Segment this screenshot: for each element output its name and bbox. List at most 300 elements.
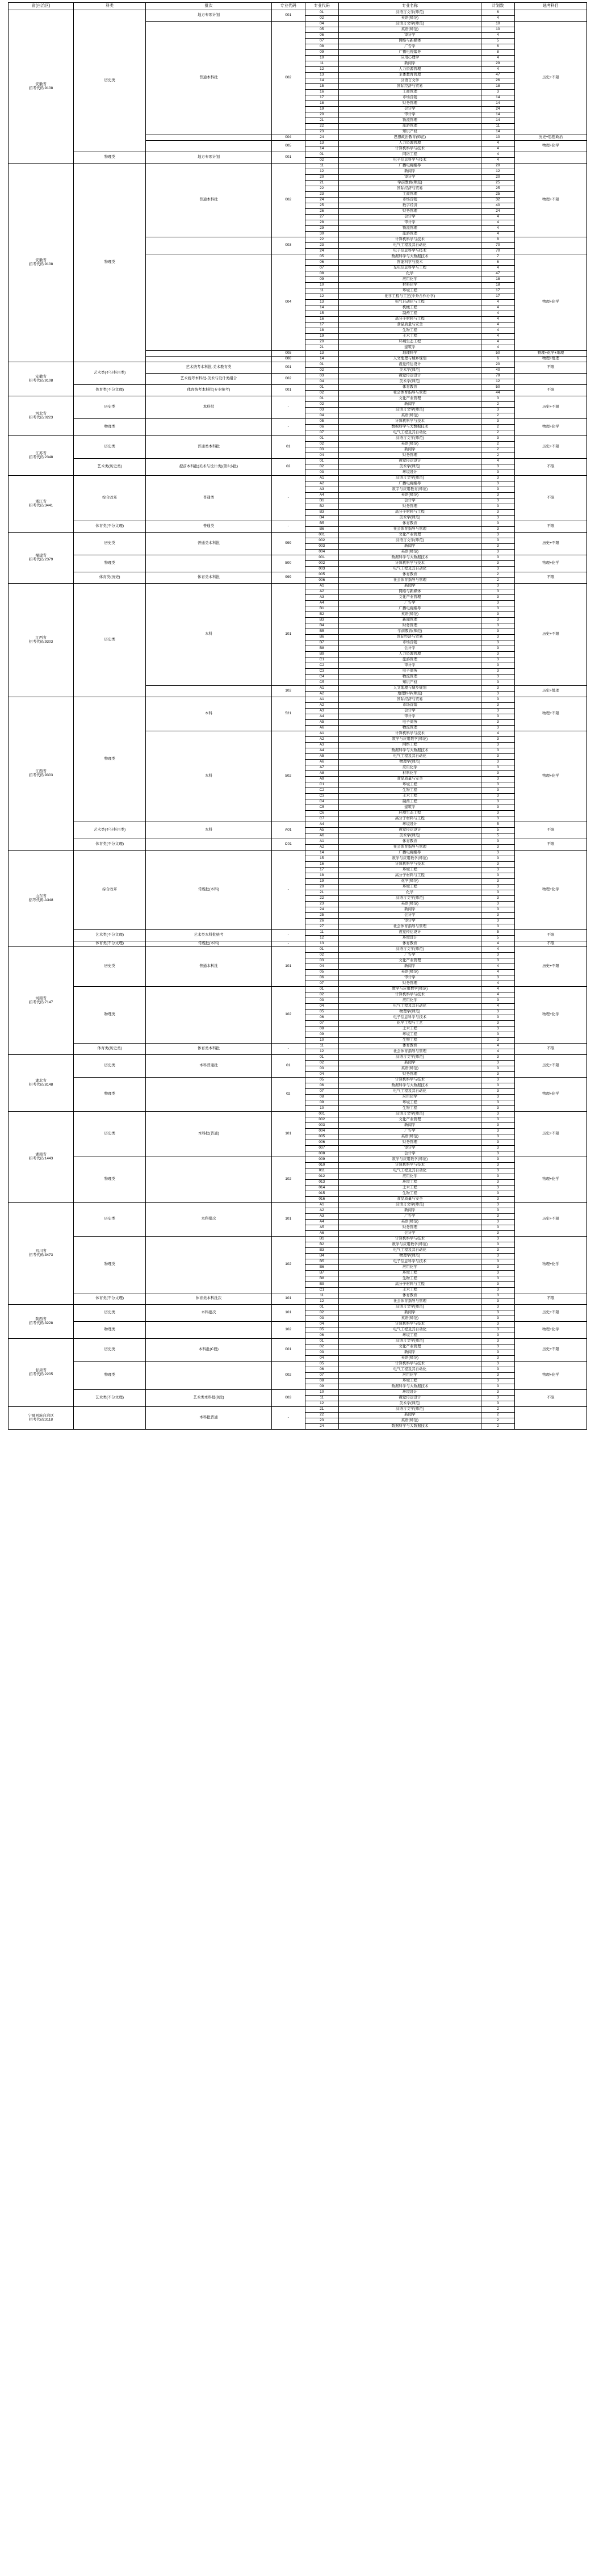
subject-cell: 艺术类(不分文理)	[74, 930, 146, 941]
major-name-cell: 网络与新媒体	[338, 39, 481, 44]
plan-count-cell: 3	[481, 953, 514, 958]
major-code-cell: 003	[305, 567, 338, 572]
plan-count-cell: 3	[481, 714, 514, 720]
major-name-cell: 审计学	[338, 220, 481, 226]
batch-cell	[146, 1362, 272, 1390]
major-name-cell: 知识产权	[338, 129, 481, 135]
major-code-cell: 19	[305, 107, 338, 112]
plan-count-cell: 3	[481, 499, 514, 504]
plan-count-cell: 3	[481, 760, 514, 765]
major-code-cell: 01	[305, 1339, 338, 1344]
batch-cell: 体育统考本科批(专业统考)	[146, 385, 272, 396]
major-name-cell: 电气工程及其自动化	[338, 1367, 481, 1373]
major-code-cell: 005	[305, 1134, 338, 1140]
major-name-cell: 新闻学	[338, 584, 481, 589]
major-code-cell: 20	[305, 885, 338, 890]
batch-cell: 体育类本科批	[146, 1044, 272, 1055]
subject-requirement-cell: 历史+不限	[514, 22, 586, 135]
major-name-cell: 工商管理	[338, 192, 481, 198]
major-code-cell: 01	[305, 436, 338, 442]
major-name-cell: 环境工程	[338, 1379, 481, 1384]
major-code-cell: B9	[305, 652, 338, 657]
subject-requirement-cell: 历史+不限	[514, 533, 586, 555]
batch-cell: 地方专项计划	[146, 152, 272, 164]
group-code-cell: 001	[271, 10, 305, 22]
plan-count-cell: 18	[481, 283, 514, 288]
plan-count-cell: 6	[481, 10, 514, 16]
major-name-cell: 电气工程及其自动化	[338, 754, 481, 760]
plan-count-cell: 3	[481, 601, 514, 606]
province-name: 河南省	[35, 996, 47, 1000]
major-name-cell: 汉语言文学(师范)	[338, 896, 481, 902]
major-name-cell: 市场营销	[338, 703, 481, 709]
major-name-cell: 环境工程	[338, 1333, 481, 1339]
major-name-cell: 英语(师范)	[338, 1220, 481, 1225]
major-name-cell: 学前教育(师范)	[338, 181, 481, 186]
major-name-cell: 会计学	[338, 913, 481, 919]
province-plan-code: 招考代码:3473	[28, 1253, 53, 1257]
plan-count-cell: 3	[481, 1401, 514, 1407]
major-name-cell: 物流管理	[338, 726, 481, 731]
major-name-cell: 主体教育管理	[338, 73, 481, 78]
plan-count-cell: 4	[481, 970, 514, 975]
subject-requirement-cell: 物理+化学	[514, 1362, 586, 1390]
major-code-cell: 04	[305, 22, 338, 27]
major-name-cell: 审计学	[338, 175, 481, 181]
major-name-cell: 市场营销	[338, 198, 481, 203]
table-row	[9, 419, 587, 425]
batch-cell: 本科	[146, 822, 272, 839]
group-code-cell: 101	[271, 1203, 305, 1237]
major-code-cell: 07	[305, 1373, 338, 1379]
major-code-cell: 01	[305, 152, 338, 158]
plan-count-cell: 3	[481, 1344, 514, 1350]
plan-count-cell: 79	[481, 374, 514, 379]
subject-requirement-cell: 历史+不限	[514, 1112, 586, 1157]
major-name-cell: 电子信息科学与技术	[338, 249, 481, 254]
major-code-cell: 03	[305, 470, 338, 476]
province-name: 安徽省	[35, 82, 47, 86]
plan-count-cell: 40	[481, 203, 514, 209]
major-code-cell: A8	[305, 771, 338, 777]
major-name-cell: 计算机科学与技术	[338, 1237, 481, 1242]
major-name-cell: 财务管理	[338, 504, 481, 510]
plan-count-cell: 12	[481, 379, 514, 385]
major-code-cell: 17	[305, 95, 338, 101]
major-name-cell: 文化产业管理	[338, 1117, 481, 1123]
major-code-cell: 21	[305, 118, 338, 124]
plan-count-cell: 50	[481, 385, 514, 391]
plan-count-cell: 2	[481, 447, 514, 453]
table-row	[9, 1044, 587, 1049]
major-name-cell: 社会体育指导与管理	[338, 527, 481, 533]
plan-count-cell: 4	[481, 152, 514, 158]
major-name-cell: 计算机科学与技术	[338, 992, 481, 998]
major-name-cell: 旅游管理	[338, 124, 481, 129]
major-code-cell: 09	[305, 1032, 338, 1038]
province-plan-code: 招考代码:9303	[28, 639, 53, 644]
group-code-cell: 002	[271, 22, 305, 135]
major-name-cell: 广播电视编导	[338, 164, 481, 169]
major-code-cell: 14	[305, 357, 338, 362]
major-name-cell: 数学与应用数学(师范)	[338, 856, 481, 862]
plan-count-cell: 3	[481, 1316, 514, 1322]
plan-count-cell: 3	[481, 975, 514, 981]
plan-count-cell: 3	[481, 663, 514, 669]
major-code-cell: 11	[305, 1293, 338, 1299]
table-row	[9, 572, 587, 578]
major-code-cell: 24	[305, 198, 338, 203]
major-name-cell: 物流管理	[338, 118, 481, 124]
group-code-cell: 102	[271, 1157, 305, 1203]
province-plan-code: 招考代码:3228	[28, 1321, 53, 1325]
batch-cell	[146, 1078, 272, 1112]
major-code-cell: A4	[305, 822, 338, 828]
major-name-cell: 生物工程	[338, 1038, 481, 1044]
major-code-cell: 06	[305, 1333, 338, 1339]
major-name-cell: 土木工程	[338, 334, 481, 340]
table-row	[9, 1305, 587, 1310]
group-code-cell: 005	[271, 141, 305, 152]
subject-cell: 历史类	[74, 396, 146, 419]
plan-count-cell: 3	[481, 1157, 514, 1163]
major-name-cell: 财务管理	[338, 1140, 481, 1146]
major-code-cell: A3	[305, 487, 338, 493]
major-name-cell: 高分子材料与工程	[338, 816, 481, 822]
province-cell	[9, 1203, 74, 1305]
major-name-cell: 电气工程及其自动化	[338, 430, 481, 436]
major-code-cell: 01	[305, 385, 338, 391]
major-name-cell: 土木工程	[338, 1027, 481, 1032]
subject-cell: 艺术类(不分科目类)	[74, 362, 146, 385]
major-name-cell: 新闻学	[338, 544, 481, 550]
major-name-cell: 机械工程	[338, 305, 481, 311]
major-name-cell: 制药工程	[338, 799, 481, 805]
table-row	[9, 1203, 587, 1208]
col-group-code: 专业代码	[271, 3, 305, 10]
group-code-cell: -	[271, 941, 305, 947]
plan-count-cell: 6	[481, 44, 514, 50]
plan-count-cell: 3	[481, 811, 514, 816]
major-name-cell: 计算机科学与技术	[338, 731, 481, 737]
plan-count-cell: 3	[481, 1032, 514, 1038]
major-name-cell: 电气工程及其自动化	[338, 567, 481, 572]
plan-count-cell: 3	[481, 464, 514, 470]
plan-count-cell: 3	[481, 1288, 514, 1293]
major-name-cell: 计算机科学与技术	[338, 561, 481, 567]
major-name-cell: 电气自动化与工程	[338, 300, 481, 305]
major-code-cell: 22	[305, 237, 338, 243]
table-row	[9, 476, 587, 481]
subject-cell: 体育类(不分文理)	[74, 385, 146, 396]
plan-count-cell: 50	[481, 351, 514, 357]
province-name: 山东省	[35, 894, 47, 898]
major-code-cell: B9	[305, 1282, 338, 1288]
major-code-cell: 05	[305, 254, 338, 260]
plan-count-cell: 3	[481, 408, 514, 413]
plan-count-cell: 70	[481, 243, 514, 249]
subject-cell: 物理类	[74, 987, 146, 1044]
plan-count-cell: 18	[481, 84, 514, 90]
plan-count-cell: 4	[481, 305, 514, 311]
major-code-cell: 21	[305, 890, 338, 896]
major-name-cell: 计算机科学与技术	[338, 1362, 481, 1367]
major-code-cell: 007	[305, 1146, 338, 1151]
major-code-cell: A2	[305, 737, 338, 743]
major-code-cell: A4	[305, 748, 338, 754]
major-name-cell: 电气工程及其自动化	[338, 1089, 481, 1095]
subject-requirement-cell: 历史+地理	[514, 686, 586, 697]
plan-count-cell: 3	[481, 1203, 514, 1208]
province-cell	[9, 533, 74, 584]
major-code-cell: 07	[305, 266, 338, 271]
major-code-cell: 009	[305, 1157, 338, 1163]
major-name-cell: 汉语言文学(师范)	[338, 1305, 481, 1310]
subject-cell: 历史类	[74, 584, 146, 697]
plan-count-cell: 3	[481, 709, 514, 714]
major-code-cell: 06	[305, 33, 338, 39]
major-code-cell: 15	[305, 311, 338, 317]
group-code-cell: -	[271, 851, 305, 930]
plan-count-cell: 3	[481, 629, 514, 635]
major-code-cell: C6	[305, 811, 338, 816]
plan-count-cell: 3	[481, 1276, 514, 1282]
major-code-cell: B3	[305, 510, 338, 516]
major-name-cell: 计算机科学与技术	[338, 1163, 481, 1168]
plan-count-cell: 3	[481, 1055, 514, 1061]
plan-count-cell: 3	[481, 686, 514, 692]
major-name-cell: 生物工程	[338, 788, 481, 794]
plan-count-cell: 3	[481, 1078, 514, 1083]
major-code-cell: 01	[305, 396, 338, 402]
plan-count-cell: 4	[481, 158, 514, 164]
major-code-cell: 03	[305, 374, 338, 379]
plan-count-cell: 3	[481, 1305, 514, 1310]
major-name-cell: 会计学	[338, 499, 481, 504]
col-subject-requirement: 选考科目	[514, 3, 586, 10]
major-name-cell: 工商管理	[338, 90, 481, 95]
major-name-cell: 物流管理	[338, 226, 481, 232]
province-cell	[9, 697, 74, 851]
major-name-cell: 计算机科学与技术	[338, 146, 481, 152]
major-code-cell: 27	[305, 924, 338, 930]
major-name-cell: 英语(师范)	[338, 970, 481, 975]
group-code-cell: 502	[271, 731, 305, 822]
plan-count-cell: 3	[481, 1151, 514, 1157]
plan-count-cell: 3	[481, 1191, 514, 1197]
plan-count-cell: 3	[481, 845, 514, 851]
major-name-cell: 视觉传达设计	[338, 374, 481, 379]
plan-count-cell: 4	[481, 340, 514, 345]
major-code-cell: 13	[305, 141, 338, 146]
subject-cell: 体育类(不分文理)	[74, 941, 146, 947]
major-name-cell: 英语(师范)	[338, 442, 481, 447]
major-code-cell: C1	[305, 1288, 338, 1293]
plan-count-cell: 4	[481, 146, 514, 152]
major-name-cell: 汉语言文学(师范)	[338, 1407, 481, 1413]
plan-count-cell: 2	[481, 402, 514, 408]
major-code-cell: 24	[305, 1424, 338, 1430]
subject-cell: 物理类	[74, 419, 146, 436]
table-row	[9, 947, 587, 953]
major-name-cell: 广告学	[338, 953, 481, 958]
major-code-cell: B5	[305, 521, 338, 527]
batch-cell	[146, 555, 272, 572]
major-name-cell: 国际经济与贸易	[338, 186, 481, 192]
plan-count-cell: 4	[481, 311, 514, 317]
major-name-cell: 汉语言文学(师范)	[338, 1055, 481, 1061]
major-code-cell: 20	[305, 340, 338, 345]
major-code-cell: 14	[305, 305, 338, 311]
table-row	[9, 521, 587, 527]
major-code-cell: 09	[305, 50, 338, 56]
major-code-cell: 016	[305, 1197, 338, 1203]
group-code-cell: 006	[271, 357, 305, 362]
major-name-cell: 体育教育	[338, 1044, 481, 1049]
major-name-cell: 英语(师范)	[338, 16, 481, 22]
batch-cell: 艺术统考本科批-美术教育类	[146, 362, 272, 374]
major-code-cell: 12	[305, 169, 338, 175]
plan-count-cell: 10	[481, 135, 514, 141]
batch-cell: 体育类本科批次	[146, 1293, 272, 1305]
major-name-cell: 新闻学	[338, 447, 481, 453]
group-code-cell: 102	[271, 1237, 305, 1293]
major-code-cell: 14	[305, 146, 338, 152]
major-name-cell: 数据科学与大数据技术	[338, 425, 481, 430]
plan-count-cell: 3	[481, 1163, 514, 1168]
major-name-cell: 环境设计	[338, 470, 481, 476]
plan-count-cell: 3	[481, 873, 514, 879]
major-code-cell: 01	[305, 987, 338, 992]
plan-count-cell: 3	[481, 913, 514, 919]
major-name-cell: 广播电视编导	[338, 481, 481, 487]
plan-count-cell: 3	[481, 584, 514, 589]
major-code-cell: 05	[305, 419, 338, 425]
plan-count-cell: 24	[481, 107, 514, 112]
major-name-cell: 应用心理学	[338, 56, 481, 61]
batch-cell	[146, 686, 272, 697]
province-name: 江苏省	[35, 451, 47, 455]
major-name-cell: 网络工程	[338, 152, 481, 158]
plan-count-cell: 3	[481, 635, 514, 640]
plan-count-cell: 2	[481, 572, 514, 578]
major-code-cell: 03	[305, 447, 338, 453]
major-name-cell: 英语(师范)	[338, 493, 481, 499]
plan-count-cell: 4	[481, 328, 514, 334]
plan-count-cell: 4	[481, 317, 514, 322]
major-code-cell: 16	[305, 90, 338, 95]
plan-count-cell: 14	[481, 101, 514, 107]
major-code-cell: 01	[305, 10, 338, 16]
plan-count-cell: 40	[481, 368, 514, 374]
plan-count-cell: 3	[481, 516, 514, 521]
subject-requirement-cell	[514, 152, 586, 164]
major-code-cell: 18	[305, 873, 338, 879]
major-code-cell: 01	[305, 459, 338, 464]
major-code-cell: 02	[305, 953, 338, 958]
plan-count-cell: 3	[481, 1384, 514, 1390]
major-name-cell: 化学	[338, 890, 481, 896]
plan-count-cell: 3	[481, 606, 514, 612]
group-code-cell: 500	[271, 555, 305, 572]
batch-cell: 本科	[146, 731, 272, 822]
major-code-cell: C7	[305, 816, 338, 822]
major-name-cell: 食品质量与安全	[338, 777, 481, 782]
major-code-cell: 28	[305, 220, 338, 226]
major-name-cell: 电气工程及其自动化	[338, 1248, 481, 1254]
major-code-cell: 03	[305, 1066, 338, 1072]
major-name-cell: 化学工程与工艺	[338, 1021, 481, 1027]
subject-requirement-cell: 历史+不限	[514, 1055, 586, 1078]
subject-requirement-cell: 不限	[514, 385, 586, 396]
subject-cell: 物理类	[74, 1078, 146, 1112]
province-cell	[9, 1407, 74, 1430]
plan-count-cell: 3	[481, 1322, 514, 1327]
plan-count-cell: 3	[481, 907, 514, 913]
group-code-cell: 02	[271, 459, 305, 476]
major-code-cell: 23	[305, 192, 338, 198]
subject-cell: 历史类	[74, 10, 146, 152]
major-code-cell: 001	[305, 1112, 338, 1117]
province-cell	[9, 584, 74, 697]
subject-requirement-cell: 物理+化学	[514, 555, 586, 572]
major-name-cell: 新闻学	[338, 61, 481, 67]
major-code-cell: 22	[305, 896, 338, 902]
plan-count-cell: 2	[481, 1413, 514, 1418]
major-code-cell: 06	[305, 1015, 338, 1021]
major-name-cell: 环境设计	[338, 822, 481, 828]
province-name: 江西省	[35, 635, 47, 640]
plan-count-cell: 29	[481, 61, 514, 67]
plan-count-cell: 3	[481, 890, 514, 896]
plan-count-cell: 18	[481, 277, 514, 283]
major-code-cell: 12	[305, 67, 338, 73]
plan-count-cell: 3	[481, 589, 514, 595]
plan-count-cell: 2	[481, 453, 514, 459]
subject-requirement-cell: 不限	[514, 476, 586, 521]
subject-requirement-cell: 不限	[514, 839, 586, 851]
subject-cell: 物理类	[74, 555, 146, 572]
plan-count-cell: 3	[481, 1021, 514, 1027]
subject-requirement-cell: 不限	[514, 459, 586, 476]
major-name-cell: 人力资源管理	[338, 141, 481, 146]
major-code-cell: 26	[305, 209, 338, 215]
subject-cell: 历史类	[74, 533, 146, 555]
province-plan-code: 招考代码:9108	[28, 86, 53, 90]
major-code-cell: 05	[305, 1078, 338, 1083]
major-code-cell: 04	[305, 1356, 338, 1362]
major-code-cell: 24	[305, 249, 338, 254]
major-name-cell: 财务管理	[338, 623, 481, 629]
table-row	[9, 1078, 587, 1083]
major-code-cell: A2	[305, 1208, 338, 1214]
province-name: 湖北省	[35, 1078, 47, 1083]
major-name-cell: 计算机科学与技术	[338, 237, 481, 243]
plan-count-cell: 14	[481, 129, 514, 135]
major-code-cell: 24	[305, 135, 338, 141]
plan-count-cell: 32	[481, 198, 514, 203]
province-cell	[9, 1055, 74, 1112]
plan-count-cell: 2	[481, 442, 514, 447]
plan-count-cell: 25	[481, 181, 514, 186]
table-row	[9, 362, 587, 368]
table-row	[9, 385, 587, 391]
major-name-cell: 网络与新媒体	[338, 589, 481, 595]
major-name-cell: 地理科学	[338, 351, 481, 357]
subject-requirement-cell: 物理+化学	[514, 419, 586, 436]
plan-count-cell: 3	[481, 680, 514, 686]
major-code-cell: 02	[305, 464, 338, 470]
